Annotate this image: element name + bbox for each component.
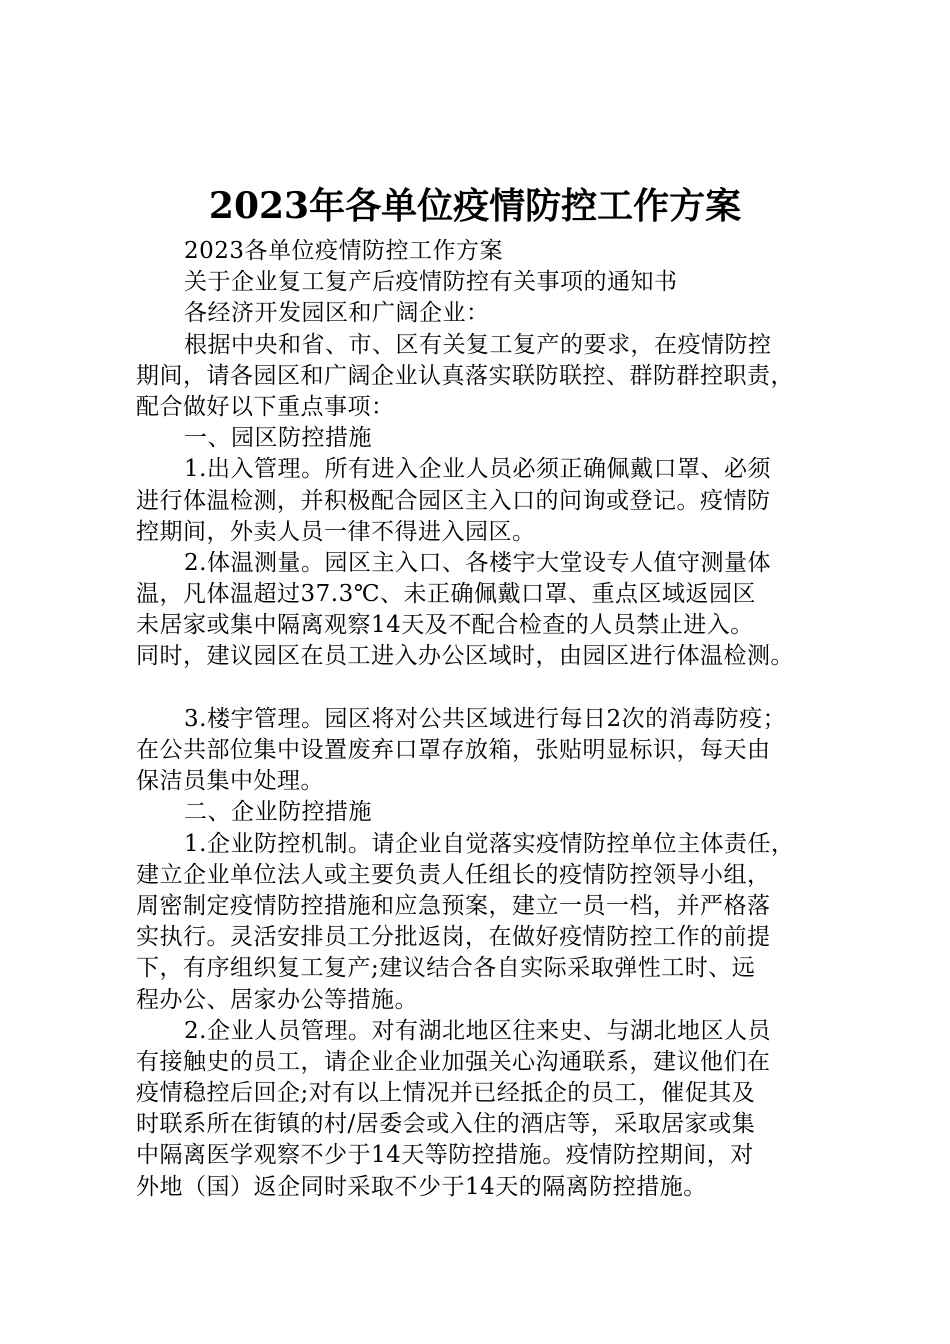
text-line: 1.出入管理。所有进入企业人员必须正确佩戴口罩、必须 (184, 456, 771, 483)
text-line: 在公共部位集中设置废弃口罩存放箱，张贴明显标识，每天由 (136, 737, 771, 763)
text-line: 2.企业人员管理。对有湖北地区往来史、与湖北地区人员 (184, 1017, 771, 1044)
text-line: 中隔离医学观察不少于14天等防控措施。疫情防控期间，对 (136, 1142, 754, 1169)
text-line: 控期间，外卖人员一律不得进入园区。 (136, 518, 536, 545)
text-line: 同时，建议园区在员工进入办公区域时，由园区进行体温检测。 (136, 643, 794, 670)
document-title: 2023年各单位疫情防控工作方案 (208, 185, 742, 227)
text-line: 各经济开发园区和广阔企业： (184, 300, 490, 327)
text-line: 期间，请各园区和广阔企业认真落实联防联控、群防群控职责， (136, 362, 794, 389)
text-line: 实执行。灵活安排员工分批返岗，在做好疫情防控工作的前提 (136, 924, 771, 951)
text-line: 2023各单位疫情防控工作方案 (184, 238, 504, 264)
text-line: 温，凡体温超过37.3℃、未正确佩戴口罩、重点区域返园区 (136, 581, 756, 608)
document-body (136, 236, 836, 1203)
text-line: 有接触史的员工，请企业企业加强关心沟通联系，建议他们在 (136, 1048, 771, 1075)
text-line: 周密制定疫情防控措施和应急预案，建立一员一档，并严格落 (136, 892, 771, 919)
text-line: 配合做好以下重点事项： (136, 393, 395, 420)
text-line: 建立企业单位法人或主要负责人任组长的疫情防控领导小组， (136, 861, 771, 888)
text-line: 程办公、居家办公等措施。 (136, 986, 418, 1013)
text-line: 3.楼宇管理。园区将对公共区域进行每日2次的消毒防疫； (184, 705, 787, 732)
text-line: 2.体温测量。园区主入口、各楼宇大堂设专人值守测量体 (184, 549, 771, 576)
text-line: 二、企业防控措施 (184, 799, 372, 826)
text-line: 保洁员集中处理。 (136, 768, 324, 795)
text-line: 一、园区防控措施 (184, 425, 372, 452)
text-line: 关于企业复工复产后疫情防控有关事项的通知书 (184, 269, 678, 296)
text-line: 未居家或集中隔离观察14天及不配合检查的人员禁止进入。 (136, 612, 754, 639)
text-line: 时联系所在街镇的村/居委会或入住的酒店等，采取居家或集 (136, 1111, 756, 1138)
text-line: 1.企业防控机制。请企业自觉落实疫情防控单位主体责任， (184, 830, 795, 857)
text-line: 下，有序组织复工复产;建议结合各自实际采取弹性工时、远 (136, 955, 756, 982)
text-line: 进行体温检测，并积极配合园区主入口的问询或登记。疫情防 (136, 487, 771, 514)
text-line: 外地（国）返企同时采取不少于14天的隔离防控措施。 (136, 1173, 707, 1200)
text-line: 根据中央和省、市、区有关复工复产的要求，在疫情防控 (184, 331, 772, 358)
text-line: 疫情稳控后回企;对有以上情况并已经抵企的员工，催促其及 (136, 1080, 756, 1107)
blank-line (136, 673, 836, 704)
